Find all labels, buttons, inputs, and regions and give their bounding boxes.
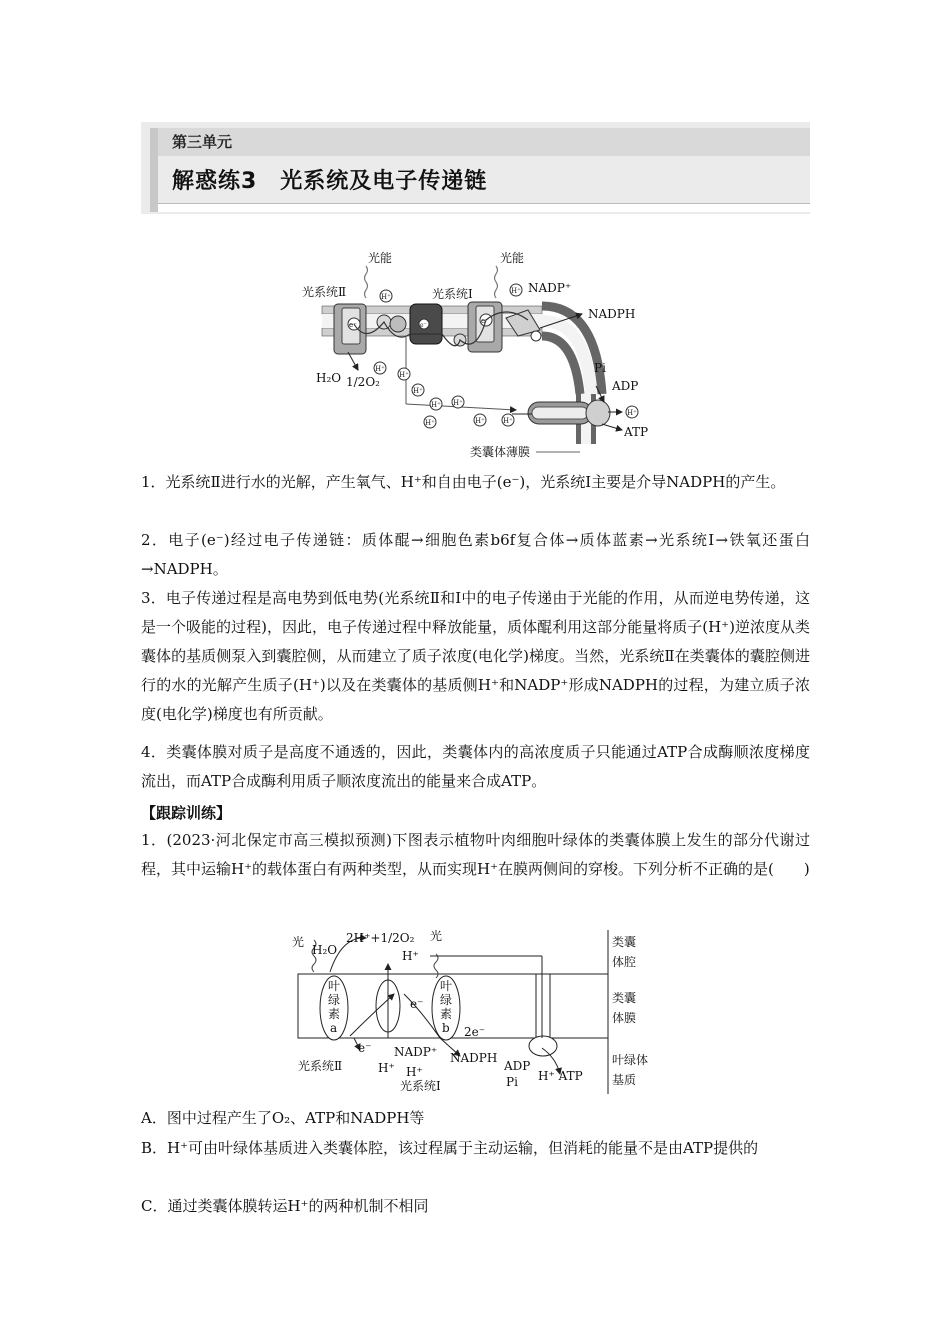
hplus-atp-label: H⁺ ATP	[538, 1069, 583, 1083]
hplus-label: H⁺	[406, 1065, 423, 1079]
svg-text:e⁻: e⁻	[349, 321, 357, 329]
point-4: 4．类囊体膜对质子是高度不通透的，因此，类囊体内的高浓度质子只能通过ATP合成酶顺浓度梯度流出，而ATP合成酶利用质子顺浓度流出的能量来合成ATP。	[141, 743, 810, 790]
hplus-label: H⁺	[503, 417, 513, 425]
photosystem-i-complex	[468, 302, 502, 352]
lumen-label-2: 体腔	[612, 955, 637, 969]
hplus-label: H⁺	[511, 287, 521, 295]
light-label-2: 光	[430, 929, 443, 943]
atp-synthase	[529, 1036, 557, 1056]
light-label-1: 光	[292, 935, 305, 949]
hplus-label: H⁺	[399, 371, 409, 379]
o2-label: 1/2O₂	[346, 375, 380, 389]
membrane-label-2: 体膜	[612, 1011, 637, 1025]
unit-label: 第三单元	[172, 133, 233, 151]
atp-synthase	[528, 400, 610, 426]
adp-label: ADP	[504, 1059, 531, 1073]
adp-label: ADP	[612, 379, 639, 393]
hplus-top-label: H⁺	[402, 949, 419, 963]
svg-text:e⁻: e⁻	[481, 317, 489, 325]
membrane-label-1: 类囊	[612, 991, 637, 1005]
h2o-label: H₂O	[316, 371, 342, 385]
thylakoid-membrane-diagram	[290, 926, 662, 1098]
chlorophyll-b-char: 叶	[440, 979, 453, 993]
lumen-label-1: 类囊	[612, 935, 637, 949]
electron-label: e⁻	[358, 1041, 372, 1055]
products-label: 2H⁺+1/2O₂	[346, 931, 415, 945]
electron-label: 2e⁻	[464, 1025, 486, 1039]
training-heading: 【跟踪训练】	[141, 804, 232, 822]
photosystem-ii-complex	[334, 304, 366, 354]
hplus-label: H⁺	[378, 1061, 395, 1075]
h2o-label: H₂O	[312, 943, 338, 957]
ps2-label: 光系统Ⅱ	[302, 285, 347, 299]
page-title: 解惑练3 光系统及电子传递链	[172, 169, 488, 194]
point-1: 1．光系统Ⅱ进行水的光解，产生氧气、H⁺和自由电子(e⁻)，光系统Ⅰ主要是介导NADPH的产生。	[141, 473, 786, 491]
chlorophyll-b-char: b	[442, 1021, 450, 1035]
ps1-label: 光系统Ⅰ	[400, 1079, 441, 1093]
chlorophyll-a-char: 素	[328, 1007, 341, 1021]
hplus-label: H⁺	[627, 409, 637, 417]
option-c: C．通过类囊体膜转运H⁺的两种机制不相同	[141, 1197, 429, 1215]
point-2: 2．电子(e⁻)经过电子传递链：质体醌→细胞色素b6f复合体→质体蓝素→光系统Ⅰ→铁氧还蛋白→NADPH。	[141, 531, 810, 578]
light-energy-left: 光能	[368, 251, 393, 265]
carrier-small	[390, 316, 406, 332]
hplus-label: H⁺	[375, 365, 385, 373]
hplus-label: H⁺	[431, 401, 441, 409]
hplus-label: H⁺	[425, 419, 435, 427]
nadp-label: NADP⁺	[528, 281, 572, 295]
header-bottom-line	[158, 203, 810, 212]
chlorophyll-a-char: 叶	[328, 979, 341, 993]
atp-label: ATP	[624, 425, 649, 439]
header-top-strip	[150, 128, 810, 156]
electron-label: e⁻	[410, 997, 424, 1011]
stroma-label-1: 叶绿体	[612, 1053, 649, 1067]
nadph-label: NADPH	[588, 307, 636, 321]
hplus-label: H⁺	[381, 293, 391, 301]
option-a: A．图中过程产生了O₂、ATP和NADPH等	[141, 1109, 425, 1127]
chlorophyll-b-char: 绿	[440, 993, 453, 1007]
header-left-bar	[150, 128, 158, 212]
electron-transport-diagram	[296, 244, 656, 466]
nadp-label: NADP⁺	[394, 1045, 438, 1059]
stroma-label-2: 基质	[612, 1073, 637, 1087]
light-energy-right: 光能	[500, 251, 525, 265]
ps2-label: 光系统Ⅱ	[298, 1059, 343, 1073]
hplus-label: H⁺	[413, 387, 423, 395]
chlorophyll-a-char: 绿	[328, 993, 341, 1007]
hplus-label: H⁺	[475, 417, 485, 425]
question-1: 1．(2023·河北保定市高三模拟预测)下图表示植物叶肉细胞叶绿体的类囊体膜上发生的部分代谢过程，其中运输H⁺的载体蛋白有两种类型，从而实现H⁺在膜两侧间的穿梭。下列分析不正确的是( )	[141, 831, 810, 878]
thylakoid-membrane-label: 类囊体薄膜	[470, 445, 531, 459]
nadph-label: NADPH	[450, 1051, 498, 1065]
pi-label: Pi	[506, 1075, 518, 1089]
point-3: 3．电子传递过程是高电势到低电势(光系统Ⅱ和Ⅰ中的电子传递由于光能的作用，从而逆电势传递，这是一个吸能的过程)，因此，电子传递过程中释放能量，质体醌利用这部分能量将质子(H⁺)逆浓度从类囊体的基质侧泵入到囊腔侧，从而建立了质子浓度(电化学)梯度。当然，光系统Ⅱ在类囊体的囊腔侧进行的水的光解产生质子(H⁺)以及在类囊体的基质侧H⁺和NADP⁺形成NADPH的过程，为建立质子浓度(电化学)梯度也有所贡献。	[141, 589, 810, 723]
chlorophyll-b-char: 素	[440, 1007, 453, 1021]
eminus-label: e⁻	[420, 322, 427, 329]
ps1-label: 光系统Ⅰ	[432, 287, 473, 301]
option-b: B．H⁺可由叶绿体基质进入类囊体腔，该过程属于主动运输，但消耗的能量不是由ATP提供的	[141, 1139, 759, 1157]
pi-label: Pi	[594, 361, 606, 375]
chlorophyll-a-char: a	[330, 1021, 338, 1035]
hplus-label: H⁺	[453, 399, 463, 407]
